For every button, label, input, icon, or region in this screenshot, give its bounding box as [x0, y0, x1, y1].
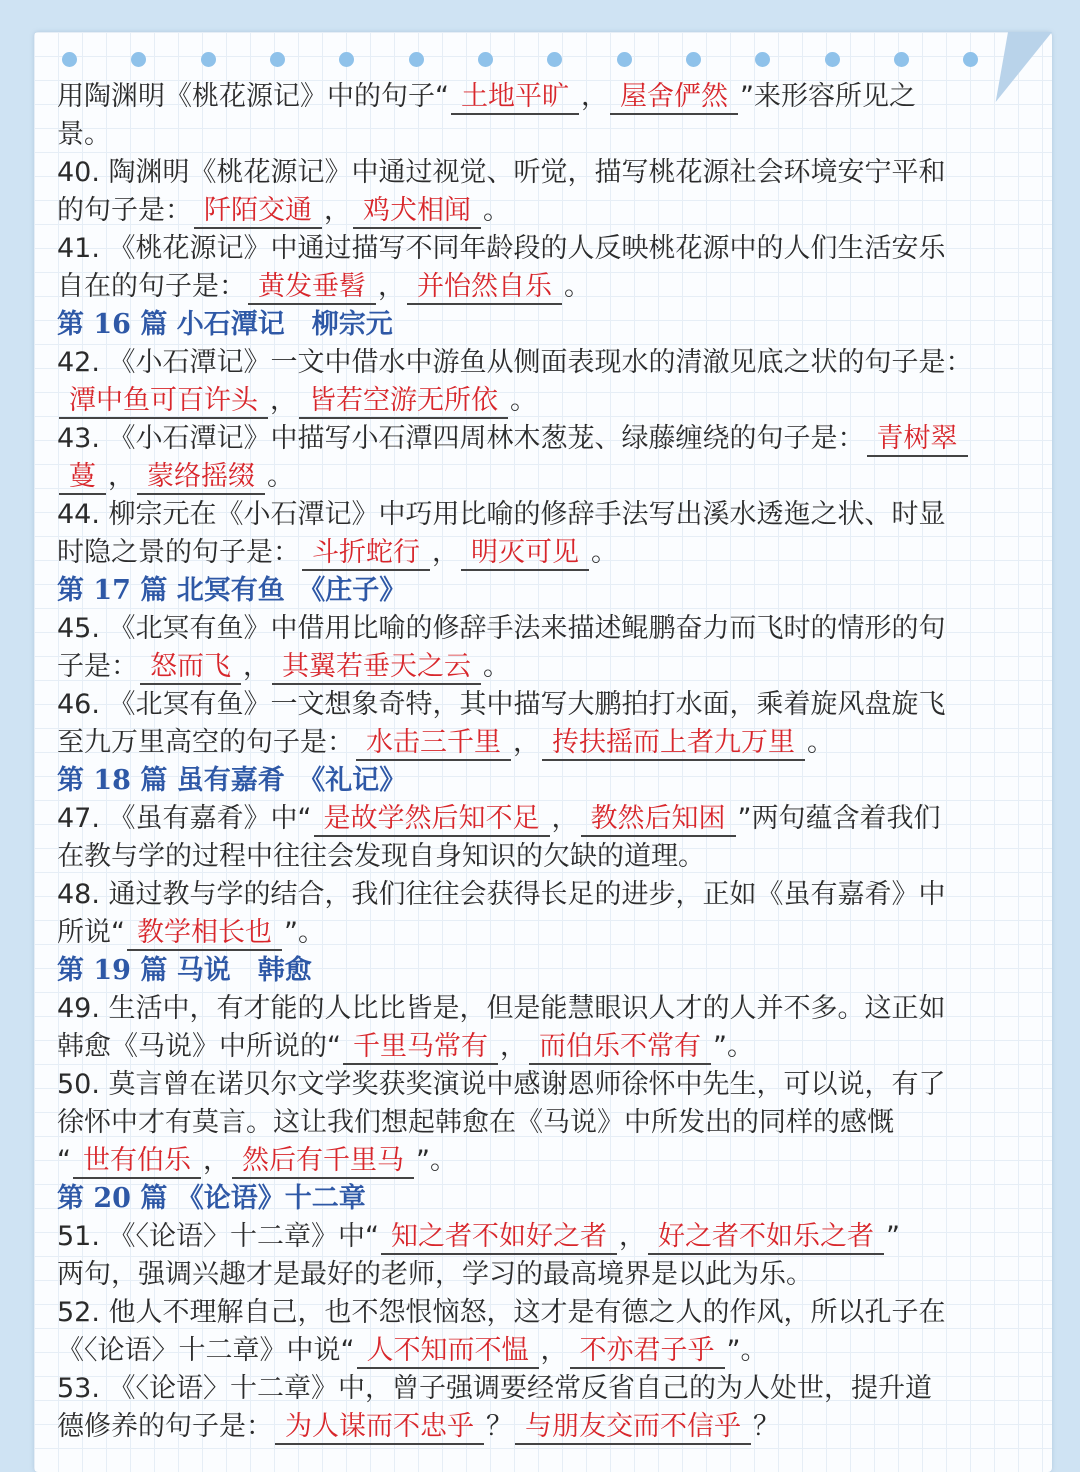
punctuation: 。	[807, 727, 834, 758]
section-heading: 第 18 篇 虽有嘉肴 《礼记》	[57, 765, 407, 796]
binder-rings	[62, 52, 982, 70]
answer-blank: 土地平旷	[451, 81, 579, 115]
question-text: 46. 《北冥有鱼》一文想象奇特，其中描写大鹏拍打水面，乘着旋风盘旋飞	[57, 689, 946, 720]
answer-blank: 为人谋而不忠乎	[275, 1411, 484, 1445]
punctuation: ？	[486, 1411, 513, 1442]
punctuation: ，	[432, 537, 459, 568]
binder-ring	[201, 52, 216, 67]
question-text: 50. 莫言曾在诺贝尔文学奖获奖演说中感谢恩师徐怀中先生，可以说，有了	[57, 1069, 946, 1100]
question-line	[57, 1104, 1023, 1142]
question-line	[57, 648, 1023, 686]
question-text: 41. 《桃花源记》中通过描写不同年龄段的人反映桃花源中的人们生活安乐	[57, 233, 946, 264]
question-text: 所说“	[57, 917, 125, 948]
question-text: 52. 他人不理解自己，也不怨恨恼怒，这才是有德之人的作风，所以孔子在	[57, 1297, 946, 1328]
answer-blank: 是故学然后知不足	[314, 803, 550, 837]
question-line	[57, 724, 1023, 762]
answer-blank: 抟扶摇而上者九万里	[542, 727, 805, 761]
question-line	[57, 1256, 1023, 1294]
question-line	[57, 116, 1023, 154]
question-text: 至九万里高空的句子是：	[57, 727, 354, 758]
question-line	[57, 1408, 1023, 1446]
punctuation: ，	[243, 651, 270, 682]
exercise-content	[57, 78, 1023, 1446]
question-line	[57, 1370, 1023, 1408]
answer-blank: 千里马常有	[343, 1031, 498, 1065]
answer-blank: 屋舍俨然	[610, 81, 738, 115]
answer-blank: 好之者不如乐之者	[648, 1221, 884, 1255]
question-line	[57, 230, 1023, 268]
question-line	[57, 534, 1023, 572]
punctuation: ”	[886, 1221, 901, 1252]
punctuation: ”。	[284, 917, 325, 948]
question-text: 时隐之景的句子是：	[57, 537, 300, 568]
answer-blank: 斗折蛇行	[302, 537, 430, 571]
question-text: 53. 《〈论语〉十二章》中，曾子强调要经常反省自己的为人处世，提升道	[57, 1373, 933, 1404]
punctuation: ，	[500, 1031, 527, 1062]
answer-blank: 蒙络摇缀	[137, 461, 265, 495]
punctuation: ，	[619, 1221, 647, 1252]
answer-blank: 不亦君子乎	[570, 1335, 725, 1369]
question-text: 40. 陶渊明《桃花源记》中通过视觉、听觉，描写桃花源社会环境安宁平和	[57, 157, 946, 188]
answer-blank: 潭中鱼可百许头	[59, 385, 268, 419]
question-line	[57, 420, 1023, 458]
question-text: 景。	[57, 119, 111, 150]
question-line	[57, 914, 1023, 952]
question-line	[57, 192, 1023, 230]
question-line	[57, 686, 1023, 724]
question-line	[57, 990, 1023, 1028]
answer-blank: 怒而飞	[140, 651, 241, 685]
question-line	[57, 496, 1023, 534]
question-text: 49. 生活中，有才能的人比比皆是，但是能慧眼识人才的人并不多。这正如	[57, 993, 946, 1024]
punctuation: 。	[267, 461, 294, 492]
binder-ring	[686, 52, 701, 67]
binder-ring	[478, 52, 493, 67]
question-line	[57, 1066, 1023, 1104]
question-line	[57, 876, 1023, 914]
question-line	[57, 344, 1023, 382]
punctuation: ，	[581, 81, 608, 112]
answer-blank: 而伯乐不常有	[529, 1031, 711, 1065]
question-text: 子是：	[57, 651, 138, 682]
question-line	[57, 78, 1023, 116]
answer-blank: 蔓	[59, 461, 106, 495]
question-text: 两句，强调兴趣才是最好的老师，学习的最高境界是以此为乐。	[57, 1259, 813, 1290]
question-line	[57, 268, 1023, 306]
binder-ring	[339, 52, 354, 67]
answer-blank: 与朋友交而不信乎	[515, 1411, 751, 1445]
answer-blank: 明灭可见	[461, 537, 589, 571]
binder-ring	[131, 52, 146, 67]
question-text: 德修养的句子是：	[57, 1411, 273, 1442]
question-text: 自在的句子是：	[57, 271, 246, 302]
answer-blank: 并怡然自乐	[407, 271, 562, 305]
question-text: 45. 《北冥有鱼》中借用比喻的修辞手法来描述鲲鹏奋力而飞时的情形的句	[57, 613, 946, 644]
answer-blank: 知之者不如好之者	[381, 1221, 617, 1255]
question-line	[57, 1142, 1023, 1180]
question-line	[57, 1294, 1023, 1332]
question-text: 48. 通过教与学的结合，我们往往会获得长足的进步，正如《虽有嘉肴》中	[57, 879, 946, 910]
binder-ring	[755, 52, 770, 67]
question-text: 47. 《虽有嘉肴》中“	[57, 803, 312, 834]
question-line	[57, 1028, 1023, 1066]
question-text: 在教与学的过程中往往会发现自身知识的欠缺的道理。	[57, 841, 705, 872]
answer-blank: 青树翠	[867, 423, 968, 457]
punctuation: ，	[108, 461, 135, 492]
answer-blank: 人不知而不愠	[357, 1335, 539, 1369]
question-text: ”两句蕴含着我们	[737, 803, 941, 834]
question-text: 44. 柳宗元在《小石潭记》中巧用比喻的修辞手法写出溪水透迤之状、时显	[57, 499, 946, 530]
punctuation: 。	[510, 385, 537, 416]
punctuation: ，	[270, 385, 297, 416]
answer-blank: 世有伯乐	[73, 1145, 201, 1179]
punctuation: 。	[483, 651, 510, 682]
question-text: 42. 《小石潭记》一文中借水中游鱼从侧面表现水的清澈见底之状的句子是：	[57, 347, 973, 378]
answer-blank: 水击三千里	[356, 727, 511, 761]
question-text: 《〈论语〉十二章》中说“	[57, 1335, 355, 1366]
answer-blank: 然后有千里马	[232, 1145, 414, 1179]
question-line	[57, 610, 1023, 648]
binder-ring	[894, 52, 909, 67]
question-line	[57, 838, 1023, 876]
question-text: 51. 《〈论语〉十二章》中“	[57, 1221, 380, 1252]
question-text: 徐怀中才有莫言。这让我们想起韩愈在《马说》中所发出的同样的感慨	[57, 1107, 894, 1138]
section-heading: 第 19 篇 马说 韩愈	[57, 955, 312, 986]
question-text: ”来形容所见之	[740, 81, 916, 112]
punctuation: 。	[564, 271, 591, 302]
answer-blank: 教学相长也	[127, 917, 282, 951]
question-line	[57, 382, 1023, 420]
answer-blank: 黄发垂髫	[248, 271, 376, 305]
section-heading: 第 20 篇 《论语》十二章	[57, 1183, 366, 1214]
punctuation: “	[57, 1145, 71, 1176]
punctuation: ，	[551, 803, 579, 834]
binder-ring	[547, 52, 562, 67]
punctuation: ，	[378, 271, 405, 302]
question-line	[57, 458, 1023, 496]
punctuation: ，	[324, 195, 351, 226]
question-text: 43. 《小石潭记》中描写小石潭四周林木葱茏、绿藤缠绕的句子是：	[57, 423, 865, 454]
question-line	[57, 1218, 1023, 1256]
section-heading: 第 16 篇 小石潭记 柳宗元	[57, 309, 393, 340]
question-line	[57, 154, 1023, 192]
question-text: 用陶渊明《桃花源记》中的句子“	[57, 81, 449, 112]
section-heading: 第 17 篇 北冥有鱼 《庄子》	[57, 575, 407, 606]
punctuation: ，	[540, 1335, 568, 1366]
binder-ring	[963, 52, 978, 67]
punctuation: ，	[513, 727, 540, 758]
question-line	[57, 1332, 1023, 1370]
binder-ring	[617, 52, 632, 67]
question-text: 的句子是：	[57, 195, 192, 226]
punctuation: ”。	[726, 1335, 768, 1366]
answer-blank: 其翼若垂天之云	[272, 651, 481, 685]
binder-ring	[270, 52, 285, 67]
punctuation: 。	[483, 195, 510, 226]
binder-ring	[825, 52, 840, 67]
punctuation: ，	[203, 1145, 230, 1176]
answer-blank: 阡陌交通	[194, 195, 322, 229]
answer-blank: 鸡犬相闻	[353, 195, 481, 229]
punctuation: ”。	[713, 1031, 754, 1062]
answer-blank: 教然后知困	[581, 803, 736, 837]
binder-ring	[62, 52, 77, 67]
punctuation: ”。	[416, 1145, 457, 1176]
binder-ring	[409, 52, 424, 67]
punctuation: ？	[753, 1411, 780, 1442]
question-line	[57, 800, 1023, 838]
answer-blank: 皆若空游无所依	[299, 385, 508, 419]
question-text: 韩愈《马说》中所说的“	[57, 1031, 341, 1062]
punctuation: 。	[591, 537, 618, 568]
